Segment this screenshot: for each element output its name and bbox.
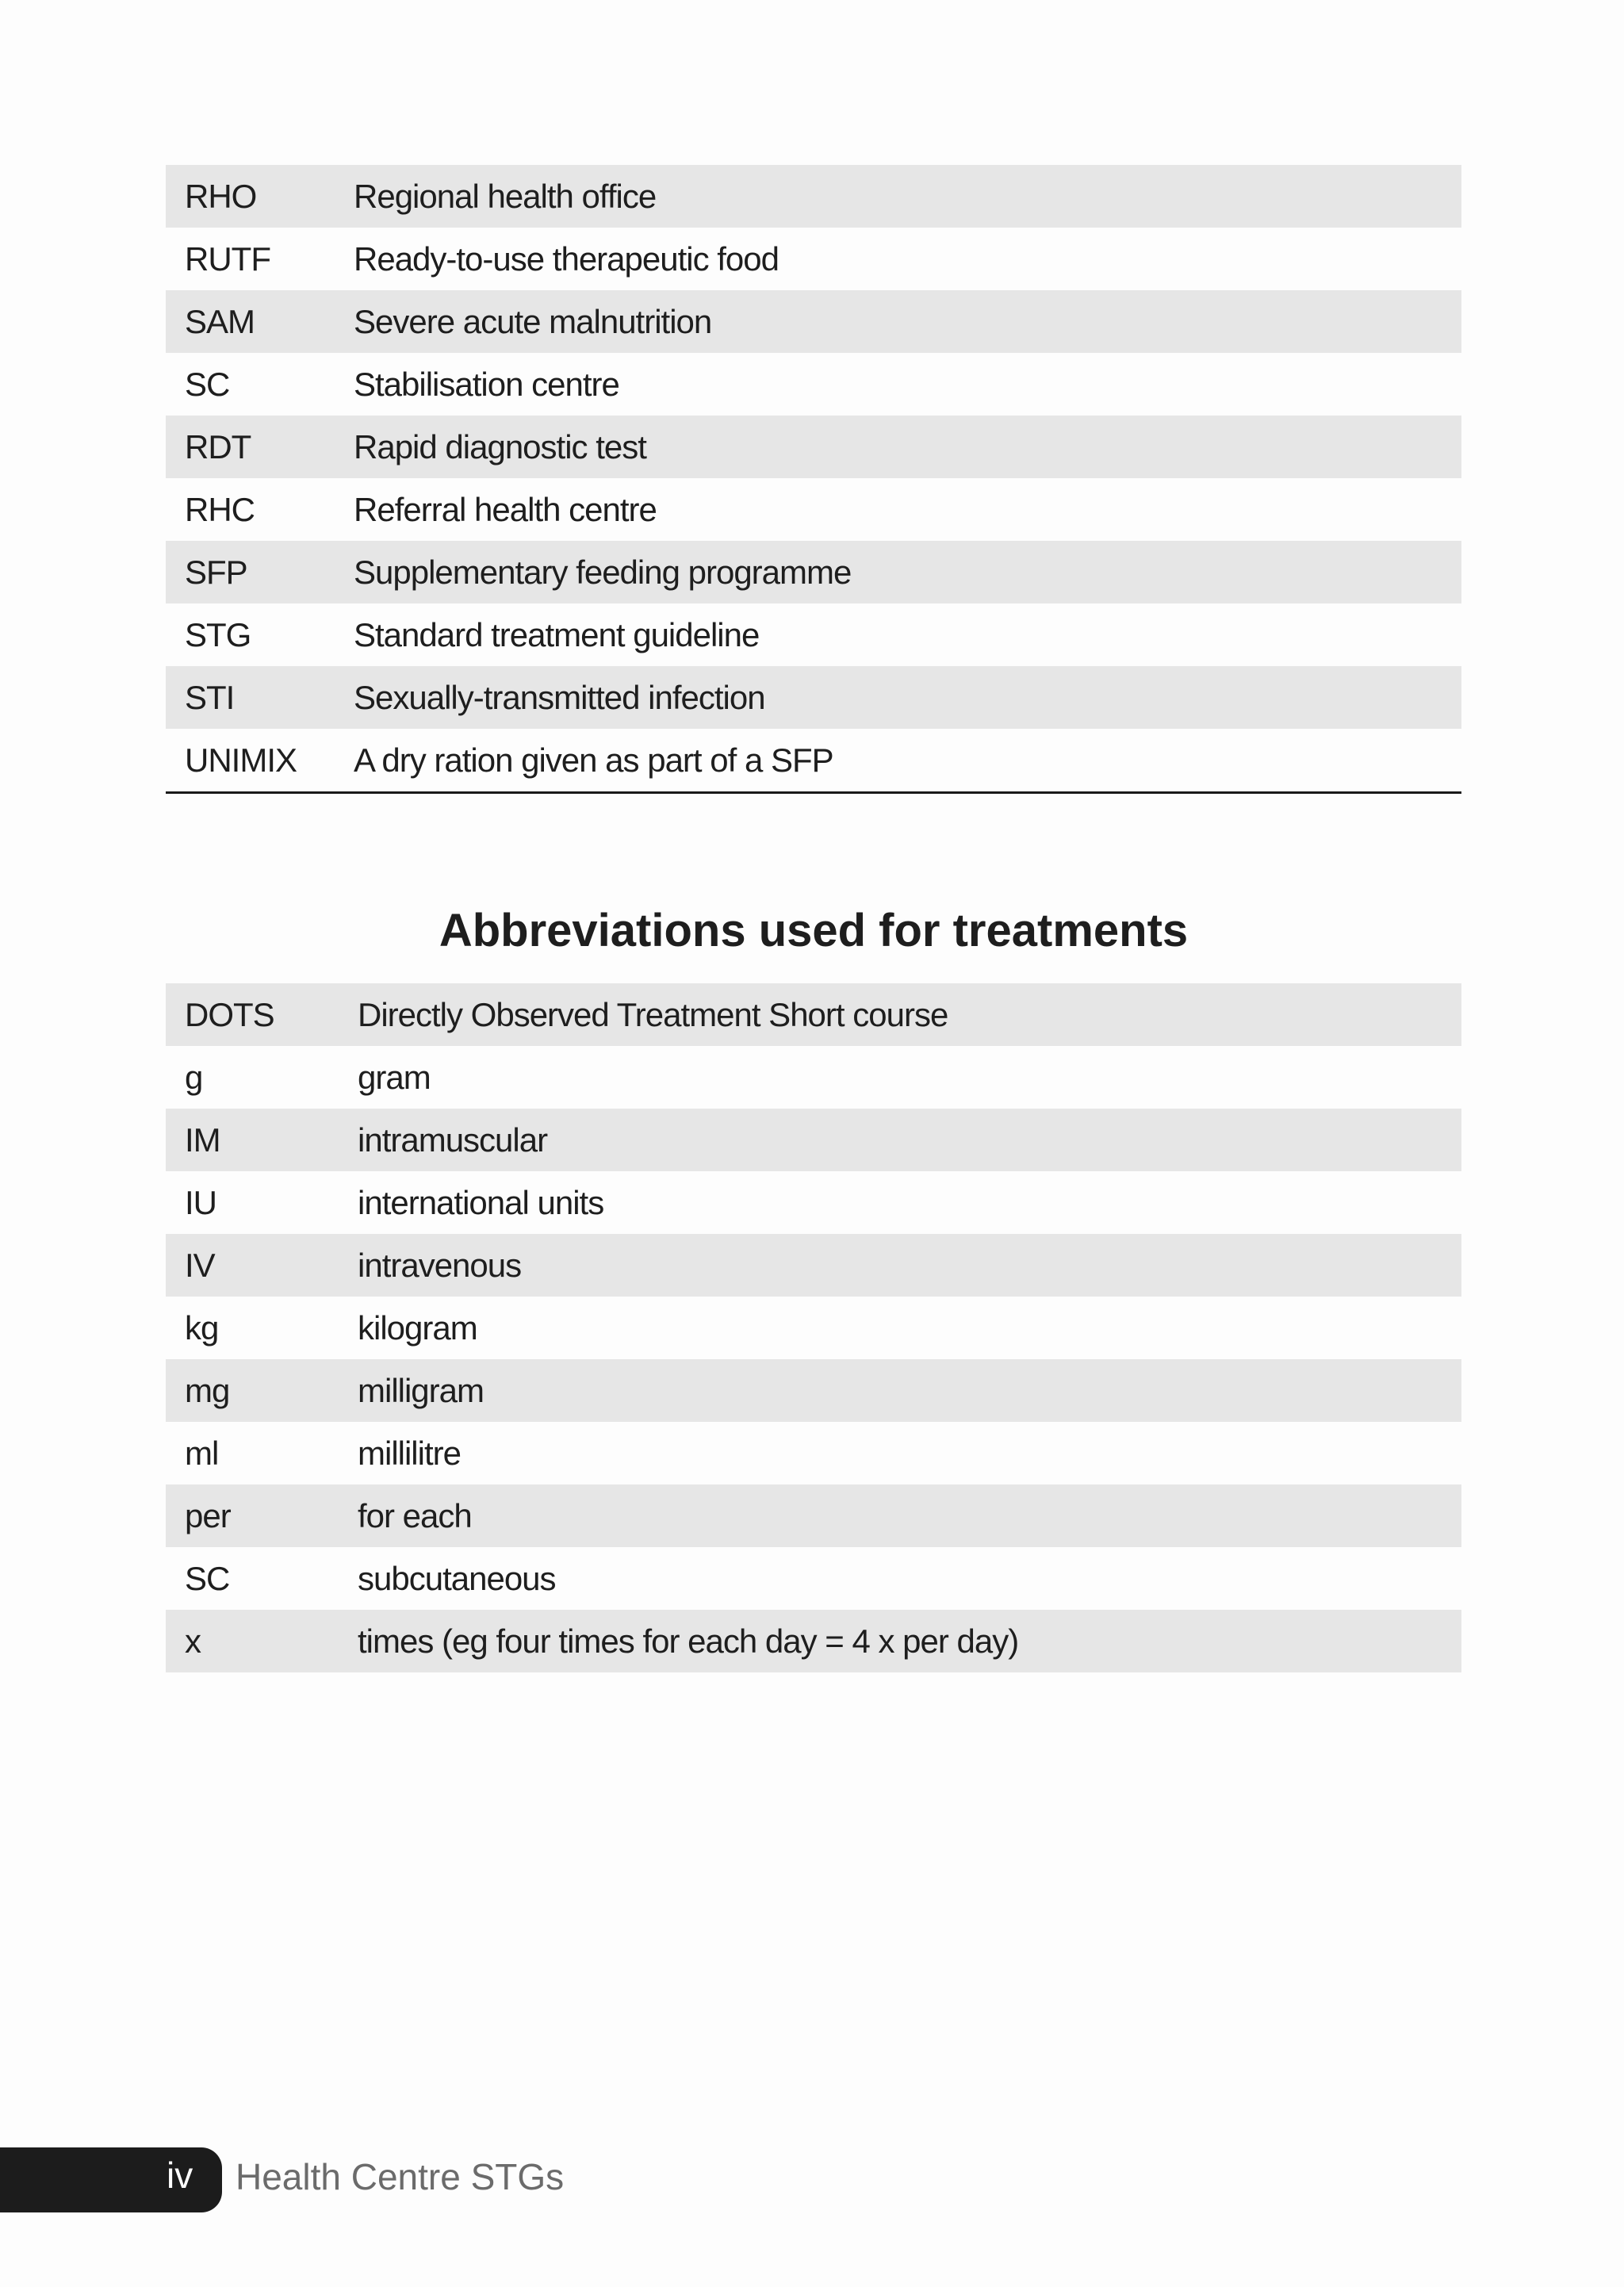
table-row <box>166 666 1461 729</box>
table-row <box>166 1359 1461 1422</box>
abbreviation-code: RUTF <box>185 239 270 278</box>
table-row <box>166 1297 1461 1359</box>
table-row <box>166 1484 1461 1547</box>
abbreviation-meaning: Referral health centre <box>354 490 657 528</box>
abbreviation-code: kg <box>185 1308 219 1347</box>
table-row <box>166 1422 1461 1484</box>
abbreviation-meaning: for each <box>358 1484 1461 1547</box>
table-row <box>166 541 1461 603</box>
table-row <box>166 416 1461 478</box>
abbreviation-meaning: subcutaneous <box>358 1559 556 1597</box>
table-row <box>166 1547 1461 1610</box>
abbreviation-code: IM <box>166 1109 358 1171</box>
abbreviation-code: STG <box>185 615 251 653</box>
abbreviation-code: SC <box>185 1559 230 1597</box>
abbreviation-code: SC <box>185 365 230 403</box>
page-number: iv <box>167 2155 193 2196</box>
abbreviation-code: ml <box>185 1434 219 1472</box>
abbreviation-code: RHO <box>166 165 354 228</box>
table-row <box>166 603 1461 666</box>
abbreviation-meaning: A dry ration given as part of a SFP <box>354 741 833 779</box>
abbreviation-code: STI <box>166 666 354 729</box>
abbreviation-code: IV <box>166 1234 358 1297</box>
table-row <box>166 1234 1461 1297</box>
abbreviation-code: IU <box>185 1183 216 1221</box>
abbreviation-code: RDT <box>166 416 354 478</box>
abbreviation-meaning: Sexually-transmitted infection <box>354 666 1461 729</box>
abbreviation-code: RHC <box>185 490 255 528</box>
abbreviation-meaning: Supplementary feeding programme <box>354 541 1461 603</box>
abbreviation-meaning: Stabilisation centre <box>354 365 619 403</box>
abbreviation-code: SFP <box>166 541 354 603</box>
abbreviation-meaning: Rapid diagnostic test <box>354 416 1461 478</box>
abbreviation-code: g <box>185 1058 203 1096</box>
section-heading: Abbreviations used for treatments <box>439 905 1189 956</box>
abbreviation-code: SAM <box>166 290 354 353</box>
table-row <box>166 290 1461 353</box>
abbreviation-meaning: Severe acute malnutrition <box>354 290 1461 353</box>
abbreviation-code: mg <box>166 1359 358 1422</box>
table-row <box>166 1046 1461 1109</box>
abbreviation-meaning: intramuscular <box>358 1109 1461 1171</box>
table-row <box>166 729 1461 793</box>
table-row <box>166 165 1461 228</box>
abbreviation-meaning: kilogram <box>358 1308 477 1347</box>
abbreviation-meaning: Directly Observed Treatment Short course <box>358 983 1461 1046</box>
abbreviation-meaning: Regional health office <box>354 165 1461 228</box>
table-row <box>166 478 1461 541</box>
abbreviation-code: DOTS <box>166 983 358 1046</box>
abbreviation-meaning: millilitre <box>358 1434 461 1472</box>
table-row <box>166 228 1461 290</box>
abbreviation-meaning: milligram <box>358 1359 1461 1422</box>
abbreviation-meaning: Standard treatment guideline <box>354 615 760 653</box>
abbreviation-code: UNIMIX <box>185 741 297 779</box>
table-row <box>166 983 1461 1046</box>
table-row <box>166 1171 1461 1234</box>
general-abbreviations-table <box>166 165 1461 794</box>
abbreviation-code: x <box>166 1610 358 1672</box>
table-row <box>166 353 1461 416</box>
treatment-abbreviations-table <box>166 983 1461 1672</box>
abbreviation-meaning: gram <box>358 1058 431 1096</box>
table-row <box>166 1610 1461 1672</box>
abbreviation-meaning: times (eg four times for each day = 4 x per day) <box>358 1610 1461 1672</box>
abbreviation-meaning: Ready-to-use therapeutic food <box>354 239 779 278</box>
abbreviation-meaning: intravenous <box>358 1234 1461 1297</box>
running-footer-title: Health Centre STGs <box>236 2156 565 2197</box>
abbreviation-code: per <box>166 1484 358 1547</box>
table-row <box>166 1109 1461 1171</box>
abbreviation-meaning: international units <box>358 1183 604 1221</box>
